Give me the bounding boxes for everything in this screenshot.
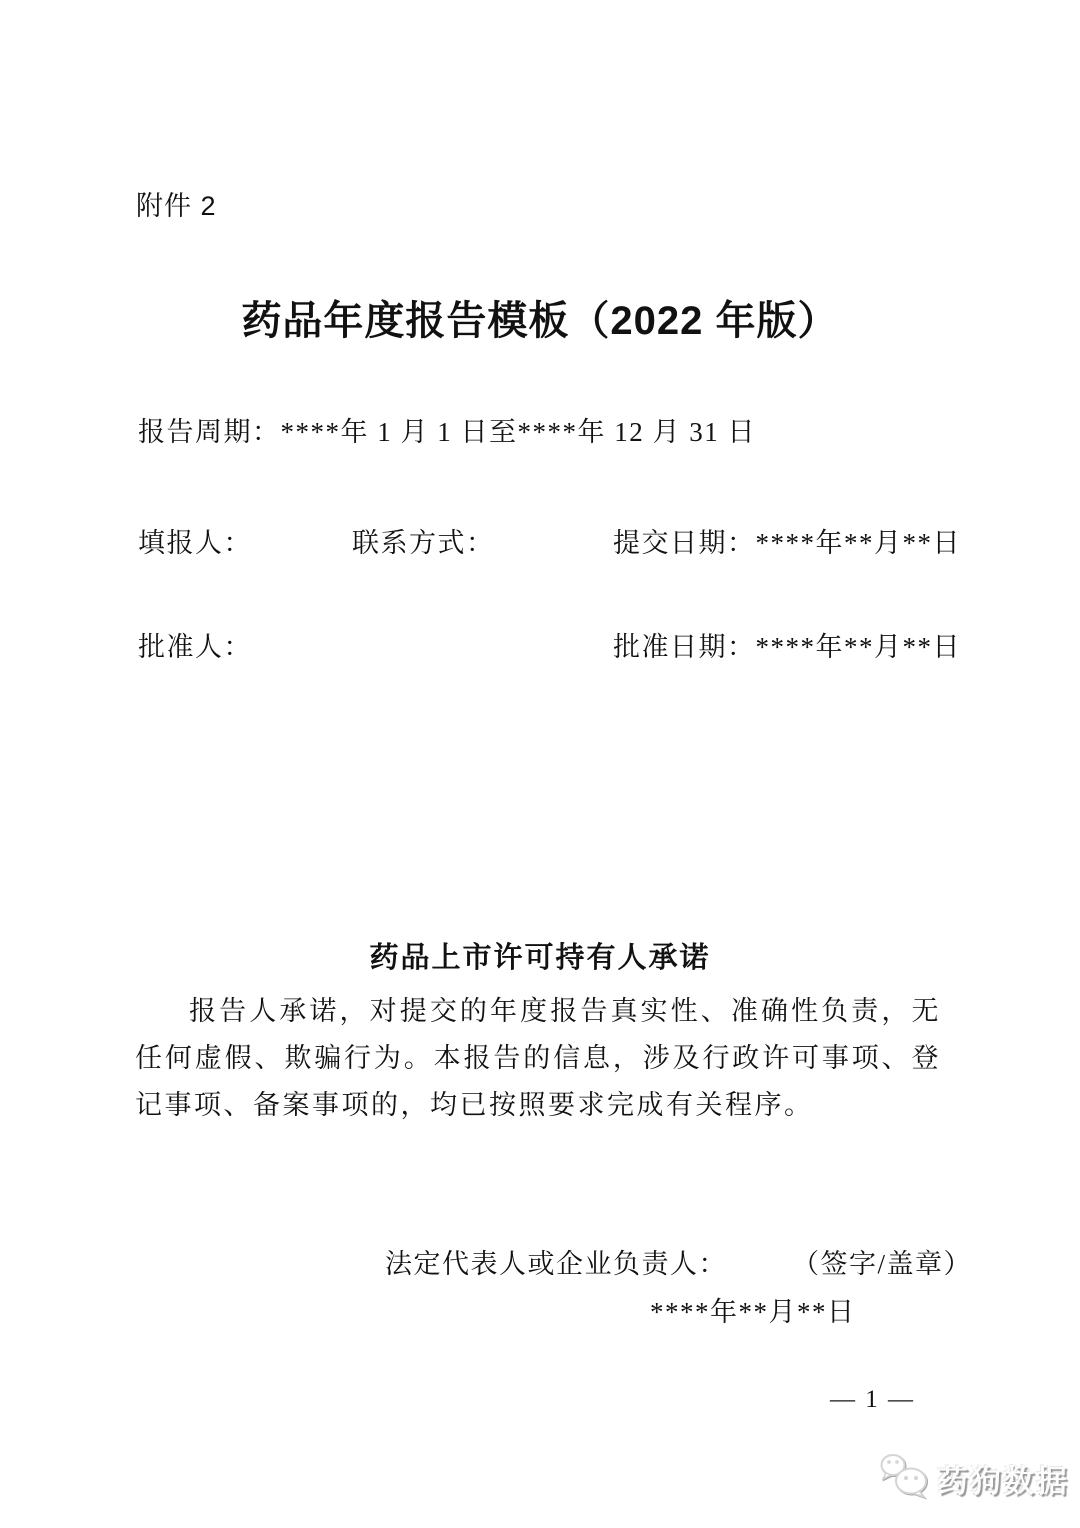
page-title: 药品年度报告模板（2022 年版） xyxy=(241,299,839,343)
approve-date-label: 批准日期：****年**月**日 xyxy=(613,632,961,662)
filler-label: 填报人： xyxy=(138,528,252,558)
commitment-body: 报告人承诺，对提交的年度报告真实性、准确性负责，无任何虚假、欺骗行为。本报告的信息，涉及行政许可事项、登记事项、备案事项的，均已按照要求完成有关程序。 xyxy=(135,996,941,1120)
page-number: — 1 — xyxy=(830,1386,915,1413)
commitment-heading: 药品上市许可持有人承诺 xyxy=(369,942,711,974)
signature-date: ****年**月**日 xyxy=(650,1297,856,1327)
submit-date-label: 提交日期：****年**月**日 xyxy=(613,528,961,558)
watermark-text: 药狗数据 xyxy=(937,1464,1069,1499)
approver-label: 批准人： xyxy=(138,632,252,662)
attachment-label: 附件 2 xyxy=(136,191,217,221)
contact-label: 联系方式： xyxy=(352,528,495,558)
report-period-line: 报告周期：****年 1 月 1 日至****年 12 月 31 日 xyxy=(138,417,756,447)
signer-label: 法定代表人或企业负责人： xyxy=(385,1249,727,1279)
wechat-icon xyxy=(878,1452,932,1505)
watermark xyxy=(878,1452,1069,1505)
signature-seal-note: （签字/盖章） xyxy=(792,1249,973,1279)
